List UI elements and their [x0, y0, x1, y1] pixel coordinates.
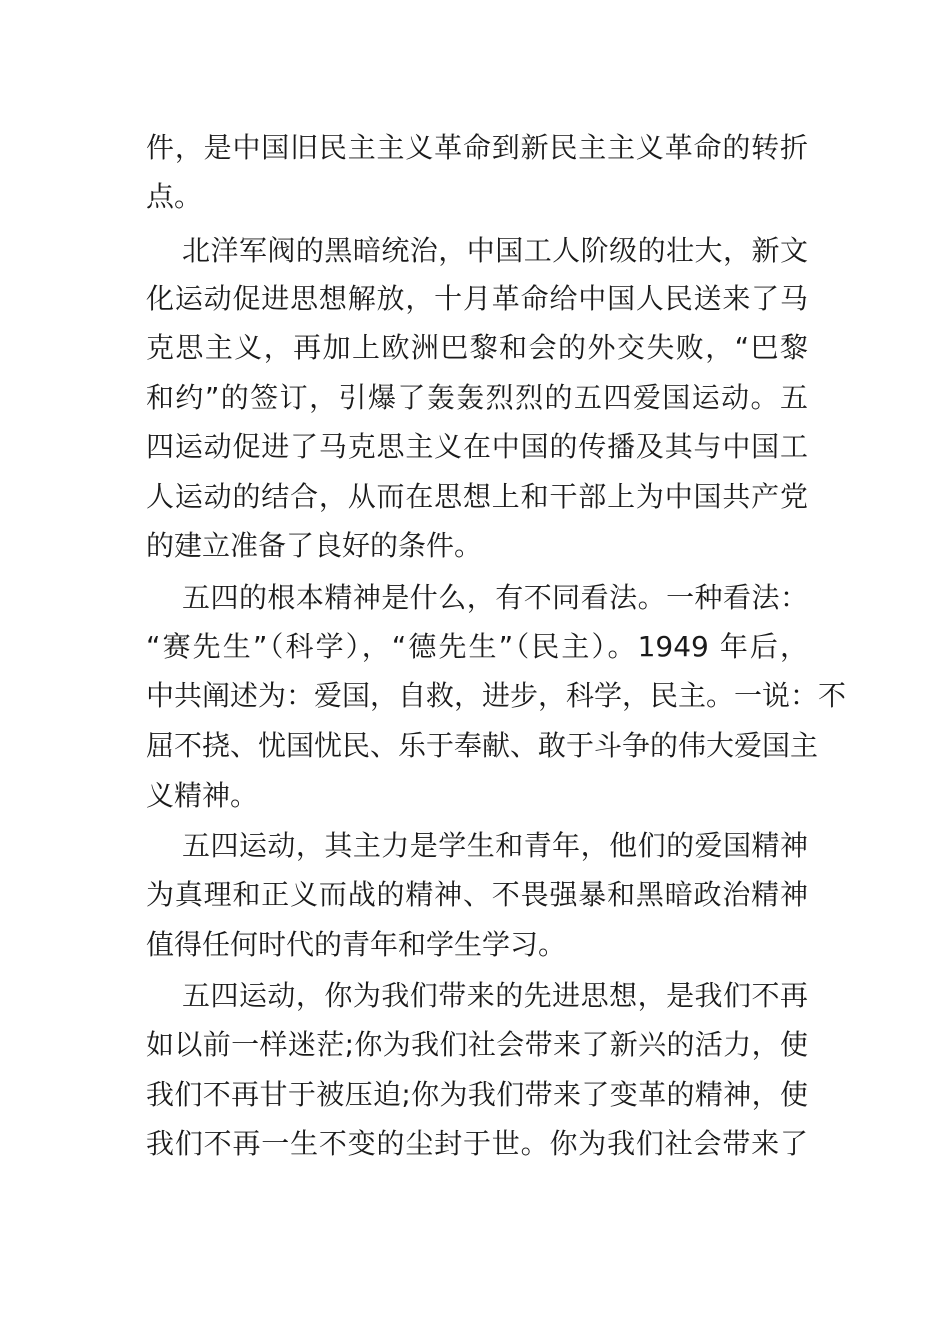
text-line: 化运动促进思想解放，十月革命给中国人民送来了马	[146, 282, 808, 315]
text-line: 五四运动，你为我们带来的先进思想，是我们不再	[182, 979, 808, 1012]
text-line: 人运动的结合，从而在思想上和干部上为中国共产党	[146, 480, 808, 513]
text-line: 克思主义，再加上欧洲巴黎和会的外交失败，“巴黎	[146, 331, 808, 364]
text-line: 五四运动，其主力是学生和青年，他们的爱国精神	[182, 829, 808, 862]
text-line: 北洋军阀的黑暗统治，中国工人阶级的壮大，新文	[182, 234, 808, 267]
text-line: 我们不再一生不变的尘封于世。你为我们社会带来了	[146, 1127, 808, 1160]
text-line: 件，是中国旧民主主义革命到新民主主义革命的转折	[146, 131, 808, 164]
text-line: “赛先生”（科学），“德先生”（民主）。1949 年后，	[146, 630, 808, 663]
text-line: 和约”的签订，引爆了轰轰烈烈的五四爱国运动。五	[146, 381, 808, 414]
text-line: 值得任何时代的青年和学生学习。	[146, 928, 567, 961]
text-line: 四运动促进了马克思主义在中国的传播及其与中国工	[146, 430, 808, 463]
text-line: 为真理和正义而战的精神、不畏强暴和黑暗政治精神	[146, 878, 808, 911]
text-line: 中共阐述为：爱国，自救，进步，科学，民主。一说：不	[146, 679, 847, 712]
text-line: 屈不挠、忧国忧民、乐于奉献、敢于斗争的伟大爱国主	[146, 729, 819, 762]
text-line: 五四的根本精神是什么，有不同看法。一种看法：	[182, 581, 808, 614]
text-line: 的建立准备了良好的条件。	[146, 529, 483, 562]
text-line: 点。	[146, 180, 203, 213]
text-line: 义精神。	[146, 779, 259, 812]
text-line: 我们不再甘于被压迫;你为我们带来了变革的精神，使	[146, 1078, 808, 1111]
text-line: 如以前一样迷茫;你为我们社会带来了新兴的活力，使	[146, 1028, 808, 1061]
